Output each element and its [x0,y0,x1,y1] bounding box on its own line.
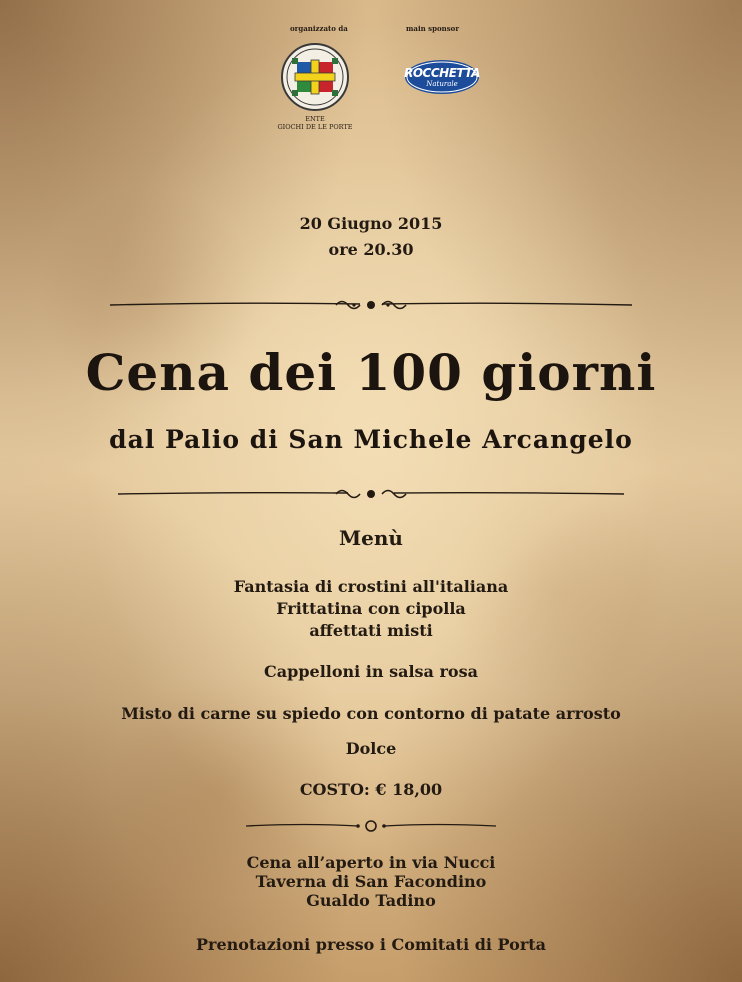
divider-ornament-middle [118,485,624,503]
menu-heading: Menù [339,526,403,550]
location-line2: Taverna di San Facondino [255,872,487,891]
menu-item-primo: Cappelloni in salsa rosa [264,662,478,681]
sponsor-logo-text: ROCCHETTA [404,66,480,80]
divider-ornament-top [110,296,632,314]
event-title: Cena dei 100 giorni [85,343,657,402]
menu-item-secondo: Misto di carne su spiedo con contorno di patate arrosto [121,704,621,723]
event-subtitle: dal Palio di San Michele Arcangelo [109,425,633,454]
organizer-name-line1: ENTE [305,115,325,123]
menu-item-antipasto-3: affettati misti [309,621,433,640]
sponsor-caption: main sponsor [406,24,460,33]
divider-ornament-bottom [246,818,496,834]
menu-item-dolce: Dolce [345,739,397,758]
organizer-caption: organizzato da [290,24,348,33]
event-time: ore 20.30 [328,240,414,259]
booking-info: Prenotazioni presso i Comitati di Porta [195,935,547,954]
menu-item-antipasto-1: Fantasia di crostini all'italiana [233,577,509,596]
organizer-name-line2: GIOCHI DE LE PORTE [277,123,353,131]
menu-price: COSTO: € 18,00 [299,780,443,799]
menu-item-antipasto-2: Frittatina con cipolla [276,599,466,618]
event-date: 20 Giugno 2015 [299,214,443,233]
location-line1: Cena all’aperto in via Nucci [246,853,496,872]
organizer-logo [280,42,350,112]
sponsor-logo-subtext: Naturale [426,80,458,88]
location-line3: Gualdo Tadino [306,891,436,910]
sponsor-logo [404,58,480,96]
